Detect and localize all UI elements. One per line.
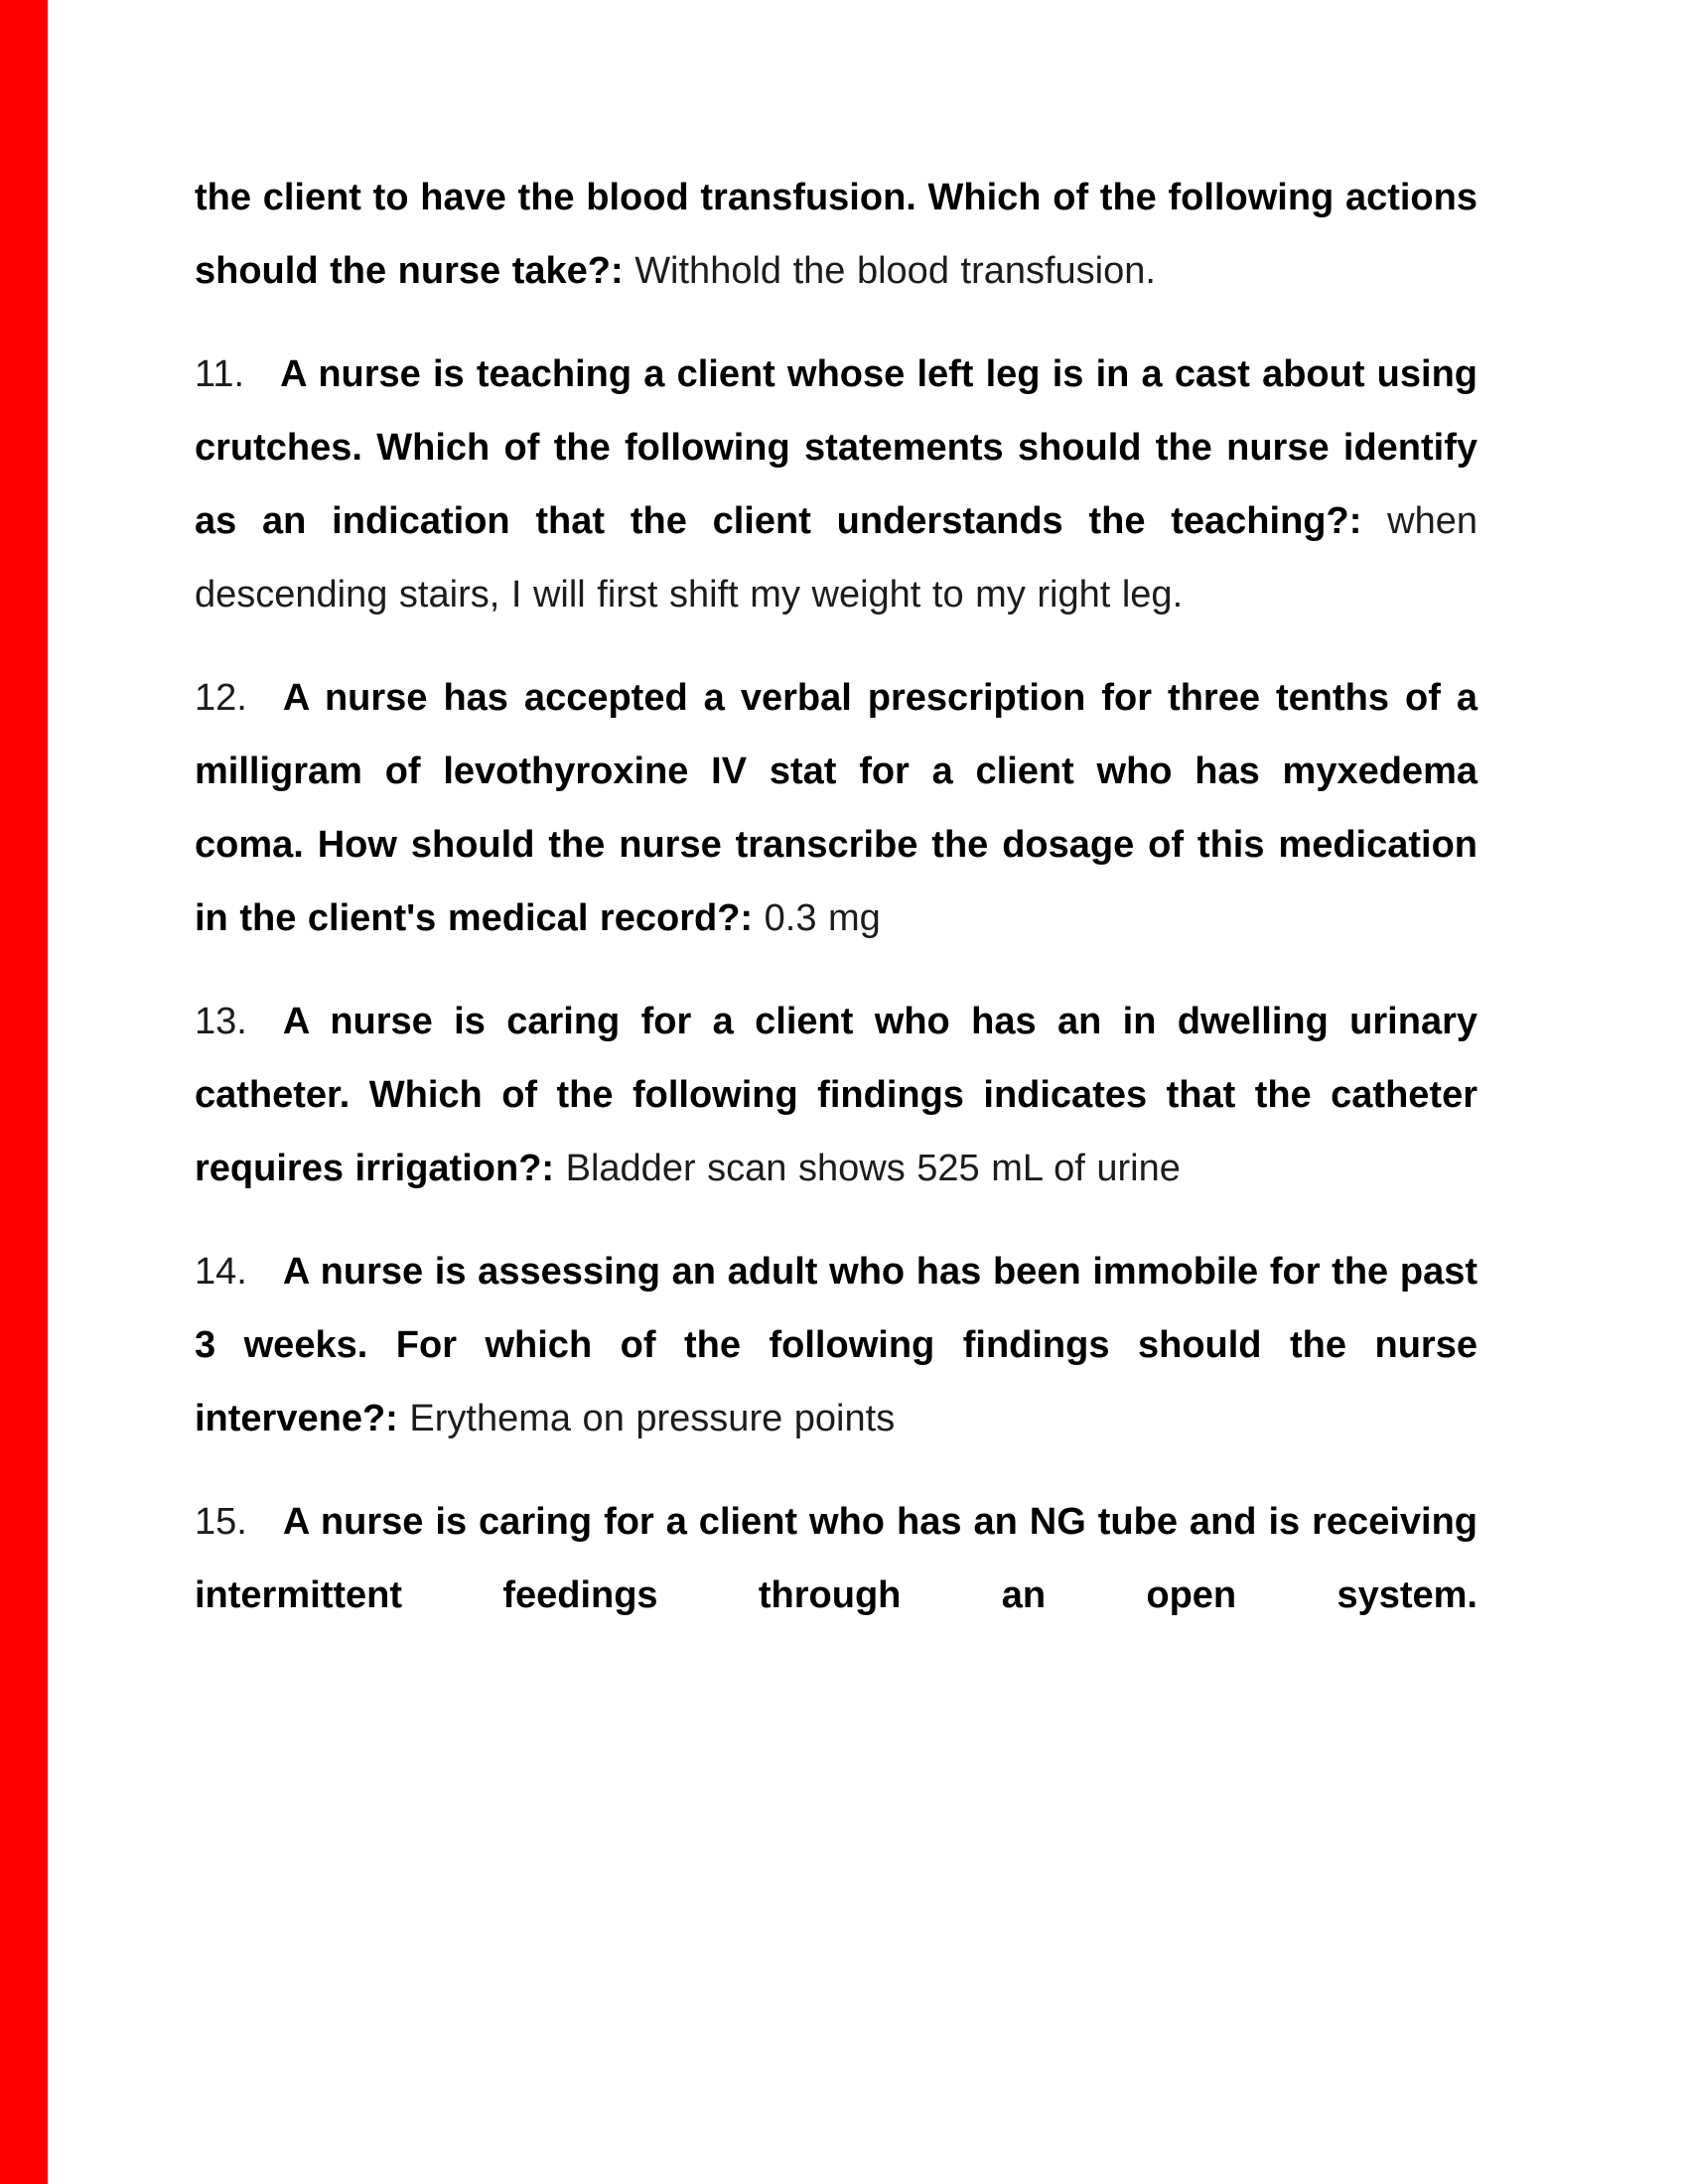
question-text: A nurse is caring for a client who has an in dwelling urinary catheter. Which of the following findings indicates that the catheter requires irrigation?:	[195, 1001, 1477, 1189]
answer-text: Erythema on pressure points	[409, 1398, 896, 1439]
qa-paragraph	[195, 1235, 1477, 1455]
question-number: 15.	[195, 1501, 247, 1543]
question-text: A nurse is assessing an adult who has been immobile for the past 3 weeks. For which of the following findings should the nurse intervene?:	[195, 1251, 1477, 1439]
question-number: 12.	[195, 677, 247, 719]
question-number: 13.	[195, 1001, 247, 1042]
answer-text: Bladder scan shows 525 mL of urine	[565, 1148, 1181, 1189]
question-number: 11.	[195, 353, 245, 395]
question-number: 14.	[195, 1251, 247, 1293]
left-red-bar	[0, 0, 48, 2184]
question-text: A nurse has accepted a verbal prescription for three tenths of a milligram of levothyroxine IV stat for a client who has myxedema coma. How should the nurse transcribe the dosage of this medication in the client's medical record?:	[195, 677, 1477, 939]
question-text: A nurse is teaching a client whose left leg is in a cast about using crutches. Which of the following statements should the nurse identify as an indication that the client understands the teaching?:	[195, 353, 1477, 542]
qa-paragraph	[195, 985, 1477, 1205]
question-text: A nurse is caring for a client who has an NG tube and is receiving intermittent feedings through an open system.	[195, 1501, 1477, 1616]
question-answer-separator	[554, 1148, 566, 1189]
qa-paragraph	[195, 661, 1477, 955]
answer-text: when descending stairs, I will first shift my weight to my right leg.	[195, 500, 1478, 615]
answer-text: Withhold the blood transfusion.	[634, 250, 1156, 292]
question-answer-separator	[1361, 500, 1387, 542]
question-answer-separator	[753, 897, 765, 939]
qa-paragraph	[195, 161, 1477, 308]
answer-text: 0.3 mg	[764, 897, 881, 939]
question-text: the client to have the blood transfusion. Which of the following actions should the nurse take?:	[195, 177, 1477, 292]
document-content	[195, 161, 1477, 1662]
qa-paragraph	[195, 1485, 1477, 1632]
question-answer-separator	[398, 1398, 410, 1439]
qa-paragraph	[195, 338, 1477, 631]
question-answer-separator	[624, 250, 635, 292]
